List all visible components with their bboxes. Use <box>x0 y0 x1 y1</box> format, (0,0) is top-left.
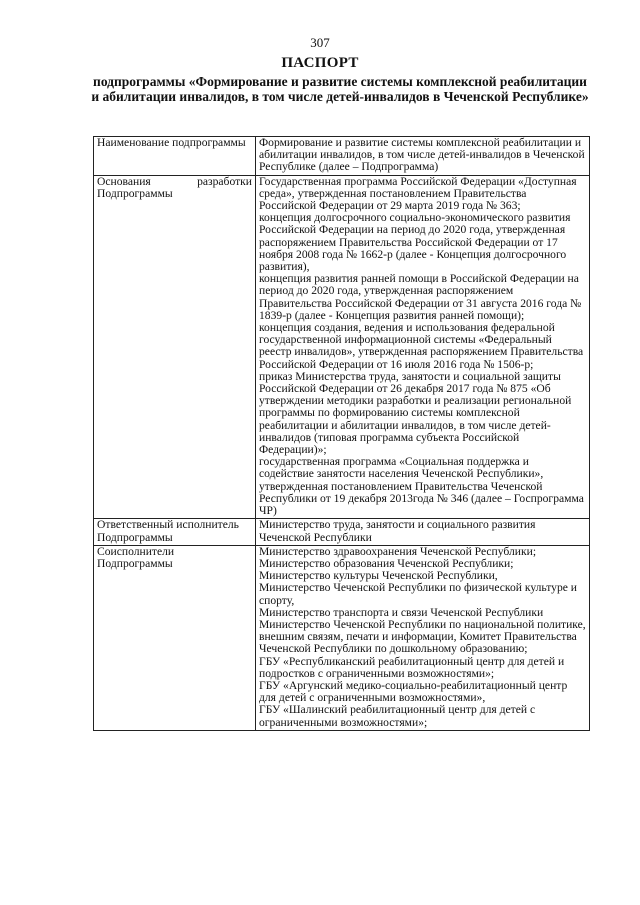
row-label-word: Основания <box>97 174 151 188</box>
content-line: концепция развития ранней помощи в Российской Федерации на период до 2020 года, утвержденная распоряжением Правительства Российской Федерации от 31 августа 2016 года № 1839-р (далее - Концепция развития ранней помощи); <box>259 272 582 322</box>
content-line: Министерство Чеченской Республики по физической культуре и спорту, <box>259 581 578 607</box>
content-line: концепция создания, ведения и использования федеральной государственной информационной системы «Федеральный реестр инвалидов», утвержденная распоряжением Правительства Российской Федерации от 16 июля 2016 года № 1506-р; <box>259 321 584 371</box>
content-line: Министерство культуры Чеченской Республики, <box>259 569 498 583</box>
table-row <box>94 519 590 545</box>
row-content <box>256 175 590 519</box>
content-line: Государственная программа Российской Федерации «Доступная среда», утвержденная постановлением Правительства Российской Федерации от 29 марта 2019 года № 363; <box>259 174 577 213</box>
document-title: ПАСПОРТ <box>281 55 359 71</box>
content-line: Формирование и развитие системы комплексной реабилитации и абилитации инвалидов, в том числе детей-инвалидов в Чеченской Республике (далее – Подпрограмма) <box>259 136 585 174</box>
content-line: Министерство Чеченской Республики по национальной политике, внешним связям, печати и информации, Комитет Правительства Чеченской Республики по дошкольному образованию; <box>259 617 586 656</box>
row-label: Наименование подпрограммы <box>94 137 256 176</box>
content-line: концепция долгосрочного социально-экономического развития Российской Федерации на период до 2020 года, утвержденная распоряжением Правительства Российской Федерации от 17 ноября 2008 года № 1662-р (далее - Концепция долгосрочного развития), <box>259 211 571 274</box>
table-row <box>94 175 590 519</box>
content-line: государственная программа «Социальная поддержка и содействие занятости населения Чеченской Республики», утвержденная постановлением Правительства Чеченской Республики от 19 декабря 2013года № 346 (далее – Госпрограмма ЧР) <box>259 455 584 518</box>
row-label-line: Подпрограммы <box>97 186 173 200</box>
content-line: приказ Министерства труда, занятости и социальной защиты Российской Федерации от 26 декабря 2017 года № 875 «Об утверждении методики разработки и реализации региональной программы по формированию системы комплексной реабилитации и абилитации инвалидов, в том числе детей-инвалидов (типовая программа субъекта Российской Федерации)»; <box>259 369 572 457</box>
content-line: ГБУ «Шалинский реабилитационный центр для детей с ограниченными возможностями»; <box>259 703 536 729</box>
page-number: 307 <box>310 35 330 50</box>
table-row <box>94 545 590 730</box>
row-content <box>256 545 590 730</box>
document-subtitle: подпрограммы «Формирование и развитие системы комплексной реабилитации и абилитации инвалидов, в том числе детей-инвалидов в Чеченской Республике» <box>91 74 589 104</box>
passport-table <box>93 136 590 731</box>
row-label-word: разработки <box>197 174 252 188</box>
table-row <box>94 137 590 176</box>
content-line: ГБУ «Республиканский реабилитационный центр для детей и подростков с ограниченными возможностями»; <box>259 654 565 680</box>
row-content <box>256 137 590 176</box>
row-content <box>256 519 590 545</box>
row-label: Соисполнители Подпрограммы <box>94 545 256 730</box>
row-label: Ответственный исполнитель Подпрограммы <box>94 519 256 545</box>
row-label <box>94 175 256 519</box>
content-line: Министерство труда, занятости и социального развития Чеченской Республики <box>259 518 536 544</box>
content-line: Министерство транспорта и связи Чеченской Республики <box>259 605 544 619</box>
content-line: Министерство здравоохранения Чеченской Республики; <box>259 544 537 558</box>
content-line: Министерство образования Чеченской Республики; <box>259 556 514 570</box>
content-line: ГБУ «Аргунский медико-социально-реабилитационный центр для детей с ограниченными возможностями», <box>259 678 568 705</box>
